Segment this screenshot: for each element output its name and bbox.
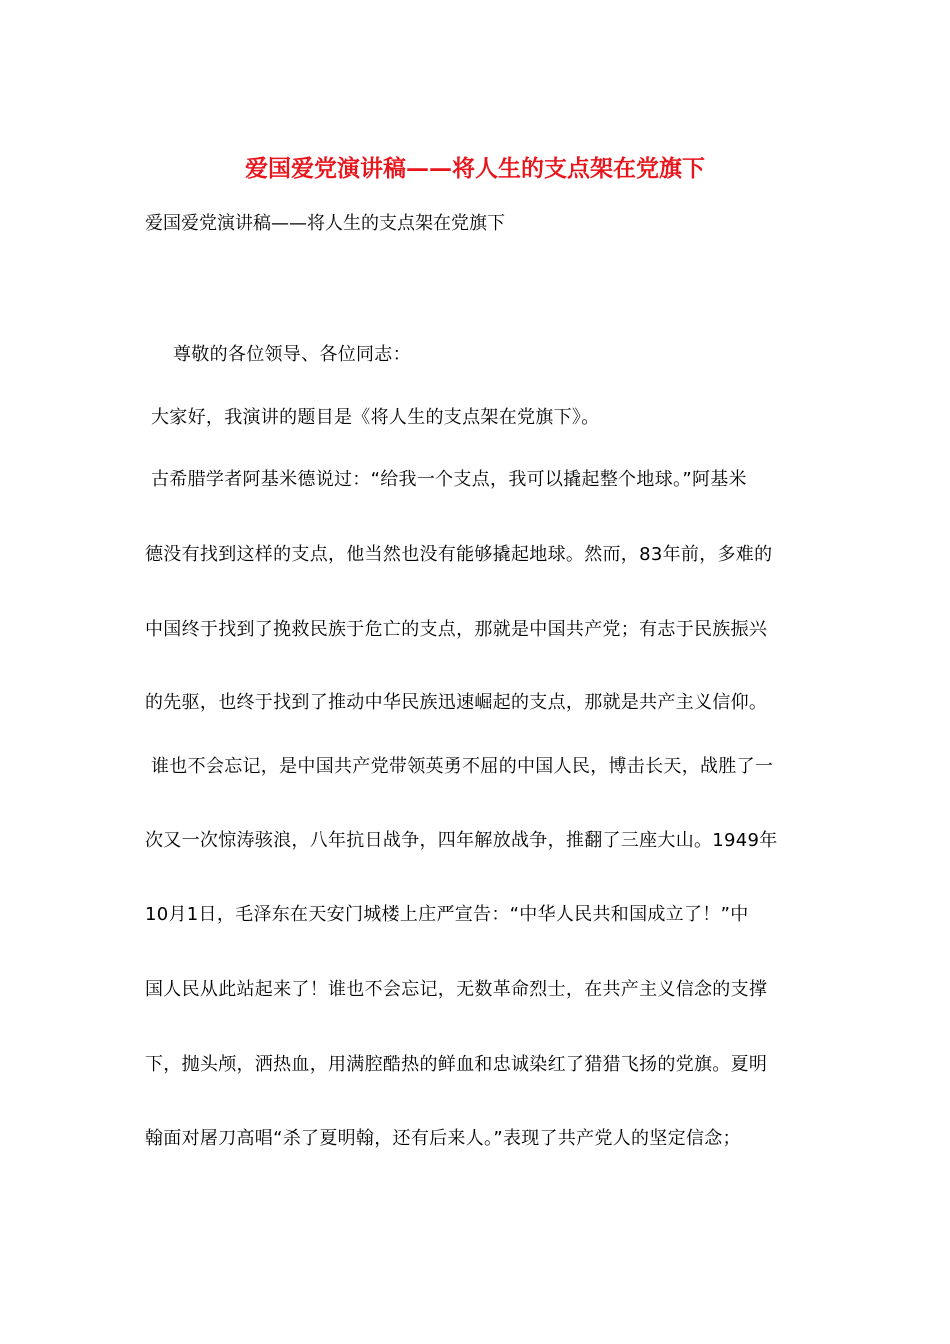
paragraph-line: 中国终于找到了挽救民族于危亡的支点，那就是中国共产党；有志于民族振兴: [145, 619, 768, 640]
salutation-line: 尊敬的各位领导、各位同志：: [173, 344, 411, 365]
paragraph-line: 的先驱，也终于找到了推动中华民族迅速崛起的支点，那就是共产主义信仰。: [145, 692, 768, 713]
paragraph-line: 德没有找到这样的支点，他当然也没有能够撬起地球。然而，83年前，多难的: [145, 544, 773, 565]
paragraph-line: 翰面对屠刀高唱“杀了夏明翰，还有后来人。”表现了共产党人的坚定信念；: [145, 1128, 741, 1149]
paragraph-line: 国人民从此站起来了！谁也不会忘记，无数革命烈士，在共产主义信念的支撑: [145, 979, 768, 1000]
paragraph-line: 10月1日，毛泽东在天安门城楼上庄严宣告：“中华人民共和国成立了！”中: [145, 904, 749, 925]
paragraph-line: 次又一次惊涛骇浪，八年抗日战争，四年解放战争，推翻了三座大山。1949年: [145, 830, 778, 851]
paragraph-line: 谁也不会忘记，是中国共产党带领英勇不屈的中国人民，博击长天，战胜了一: [151, 756, 774, 777]
paragraph-line: 大家好，我演讲的题目是《将人生的支点架在党旗下》。: [151, 407, 600, 428]
document-subtitle: 爱国爱党演讲稿——将人生的支点架在党旗下: [145, 213, 505, 234]
paragraph-line: 下，抛头颅，洒热血，用满腔酷热的鲜血和忠诚染红了猎猎飞扬的党旗。夏明: [145, 1054, 768, 1075]
paragraph-line: 古希腊学者阿基米德说过：“给我一个支点，我可以撬起整个地球。”阿基米: [151, 469, 747, 490]
document-title: 爱国爱党演讲稿——将人生的支点架在党旗下: [245, 155, 705, 182]
